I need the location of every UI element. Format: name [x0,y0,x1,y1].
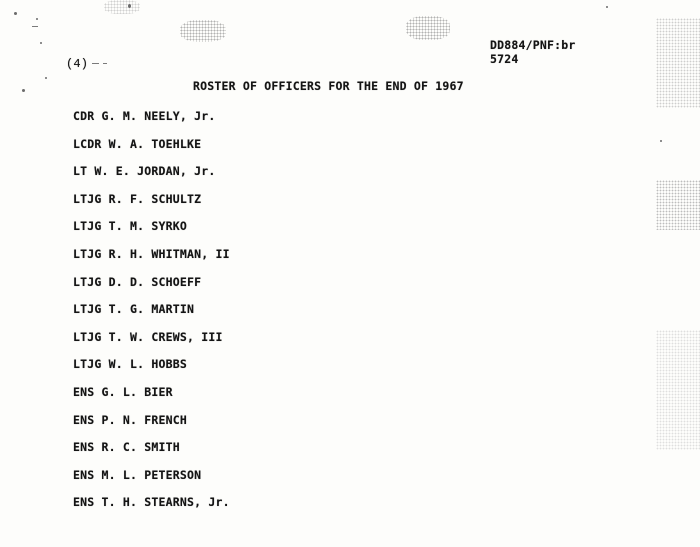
officer-entry: ENS P. N. FRENCH [73,412,187,427]
officer-entry: LCDR W. A. TOEHLKE [73,136,202,151]
officer-entry: ENS R. C. SMITH [73,440,180,455]
scan-speck [660,140,662,142]
officer-entry: LT W. E. JORDAN, Jr. [73,164,216,179]
officer-entry: LTJG D. D. SCHOEFF [73,274,202,289]
scan-speck [14,12,17,15]
officer-entry: LTJG T. W. CREWS, III [73,329,223,344]
scan-mark [92,63,99,64]
officer-entry: LTJG R. H. WHITMAN, II [73,246,230,261]
file-number: 5724 [490,52,519,66]
scan-smudge [180,20,226,42]
officer-entry: ENS M. L. PETERSON [73,467,202,482]
scan-edge-noise [656,18,700,108]
officer-entry: ENS T. H. STEARNS, Jr. [73,495,230,510]
scan-smudge [406,16,450,40]
page-number: (4) [66,57,89,71]
scan-speck [22,89,25,92]
officer-entry: LTJG W. L. HOBBS [73,357,187,372]
officer-roster-list [73,109,230,523]
scan-speck [606,6,608,8]
scan-edge-noise [656,180,700,230]
officer-entry: LTJG R. F. SCHULTZ [73,191,202,206]
scan-edge-noise [656,330,700,450]
scan-speck [40,42,42,44]
file-reference: DD884/PNF:br [490,38,576,52]
scan-smudge [104,0,140,14]
scan-speck [36,18,38,20]
officer-entry: LTJG T. M. SYRKO [73,219,187,234]
officer-entry: LTJG T. G. MARTIN [73,302,195,317]
officer-entry: ENS G. L. BIER [73,384,173,399]
scan-mark [32,26,38,27]
scan-speck [45,77,47,79]
document-title: ROSTER OF OFFICERS FOR THE END OF 1967 [193,79,464,93]
officer-entry: CDR G. M. NEELY, Jr. [73,109,216,123]
scan-mark [103,63,107,64]
scan-speck [128,4,131,8]
